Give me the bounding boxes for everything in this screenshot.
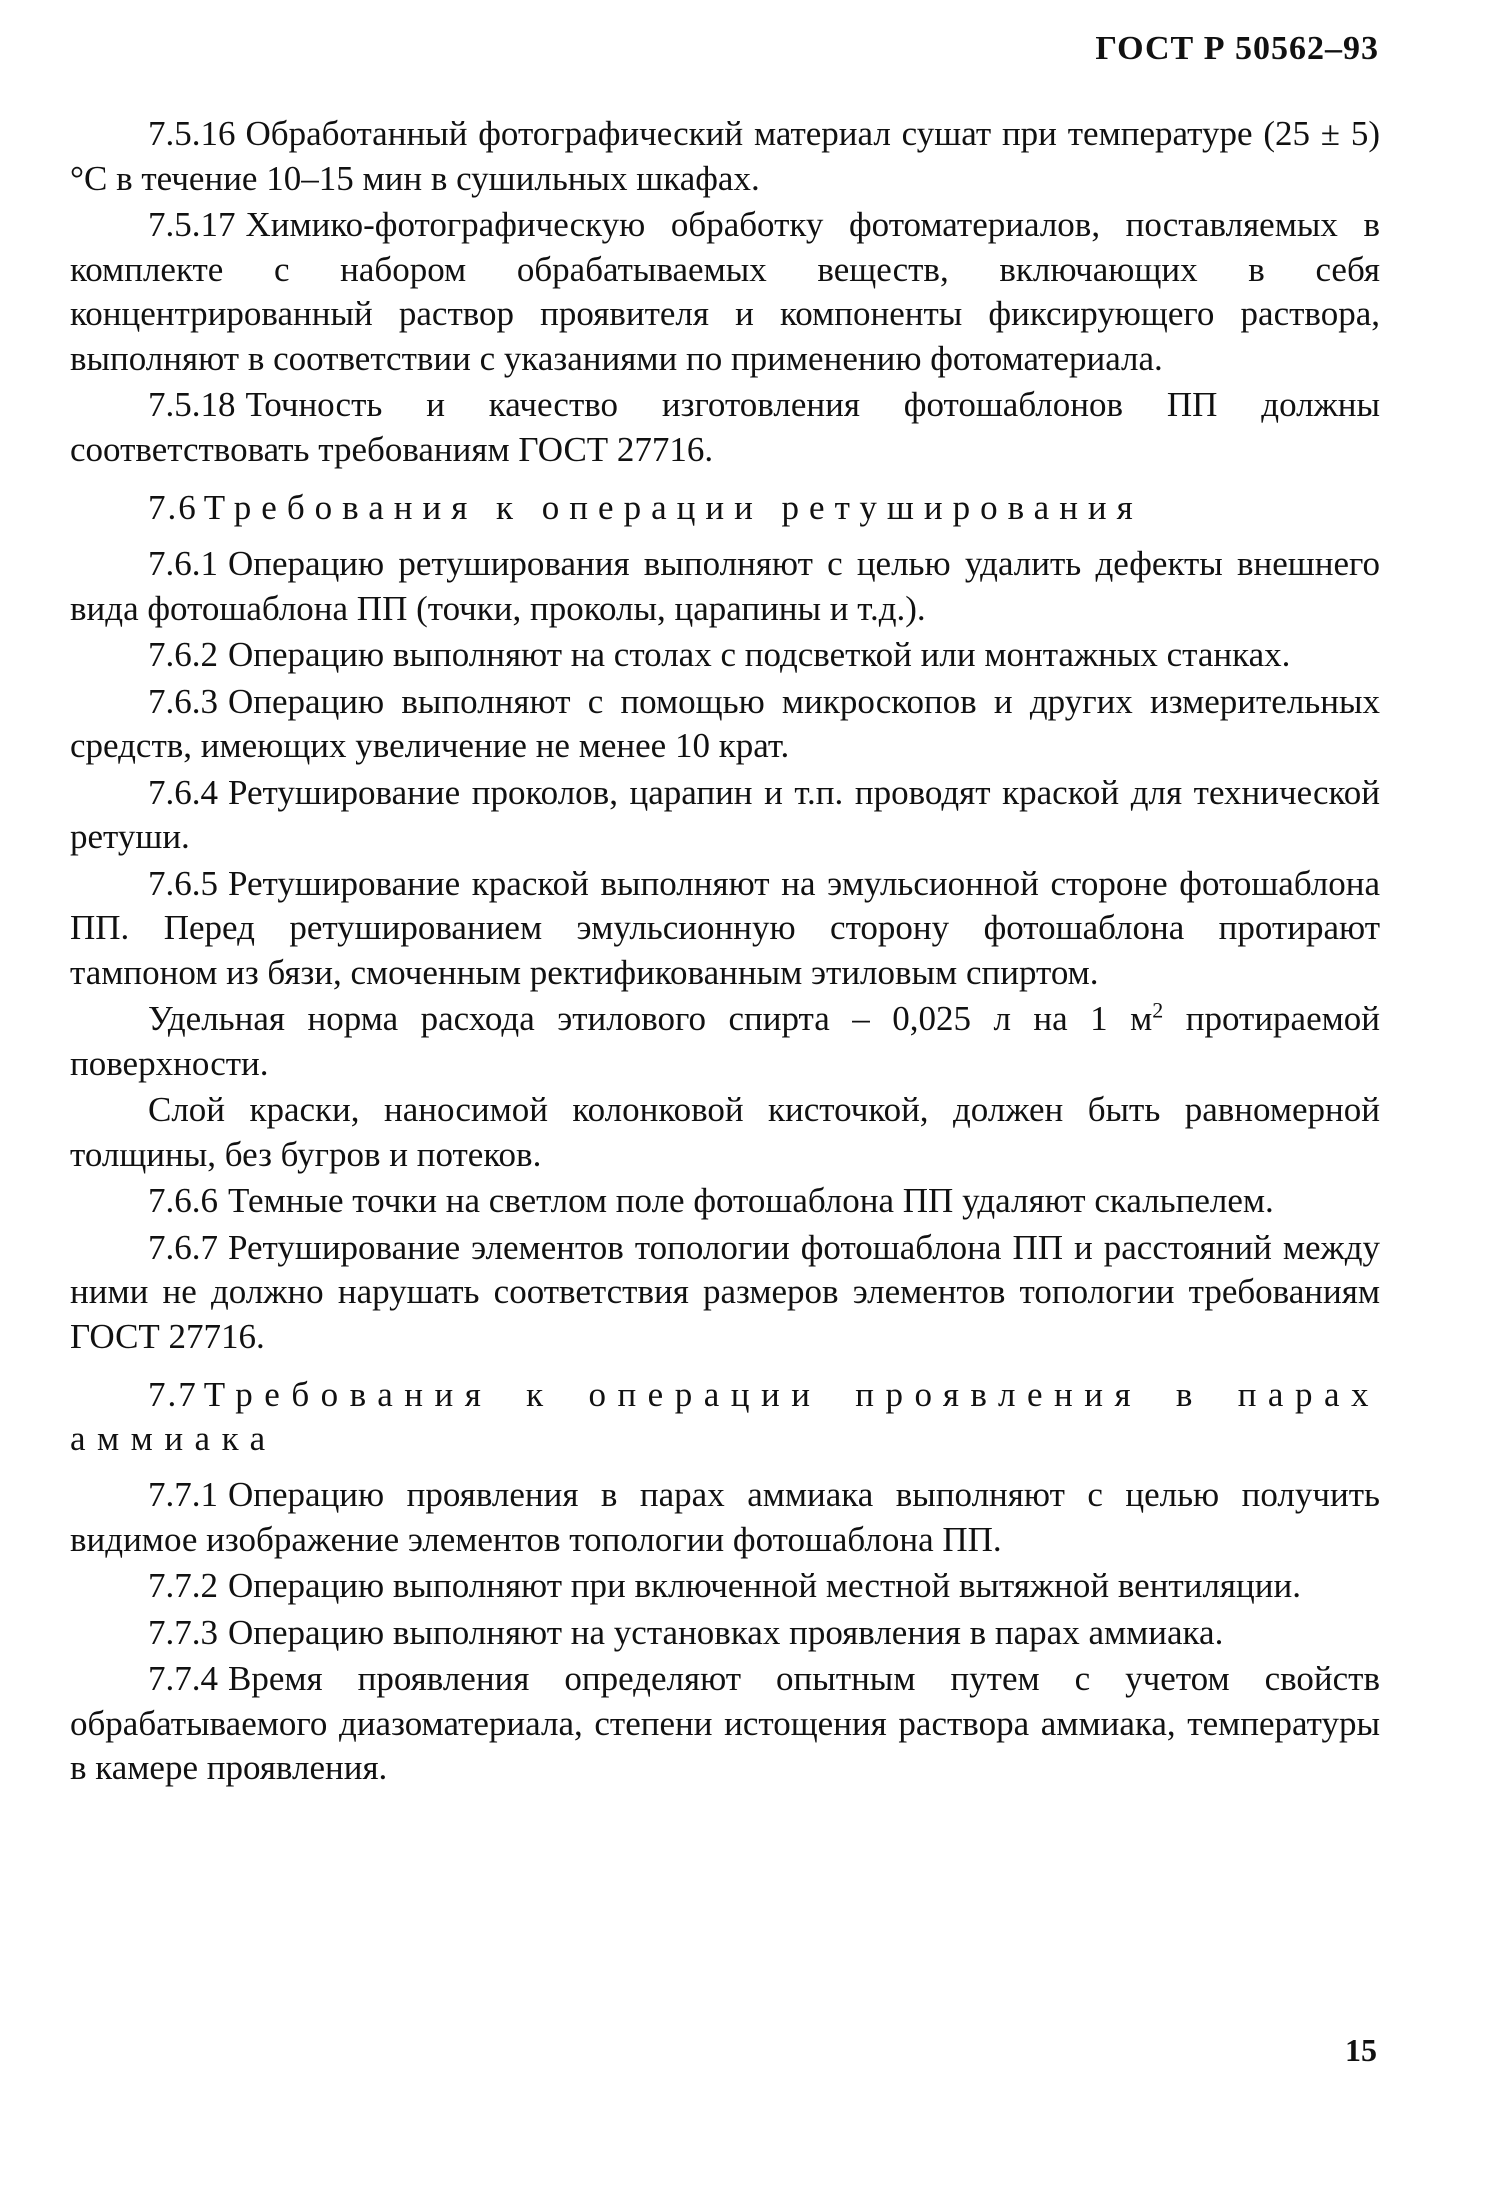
section-heading-7-7 [70,1373,1380,1461]
paragraph-number: 7.5.18 [148,385,236,424]
paragraph-text: Слой краски, наносимой колонковой кисточкой, должен быть равномерной толщины, без бугров и потеков. [70,1090,1380,1174]
paragraph-7-5-17 [70,203,1380,381]
paragraph-7-6-6 [70,1179,1380,1224]
paragraph-number: 7.6.3 [148,681,218,721]
section-heading-7-6 [70,486,1380,530]
paragraph-number: 7.6.7 [148,1227,218,1267]
paragraph-text: Ретуширование проколов, царапин и т.п. проводят краской для технической ретуши. [70,772,1380,856]
paragraph-number: 7.7.2 [148,1566,218,1605]
paragraph-number: 7.7.3 [148,1612,218,1652]
paragraph-text: Операцию проявления в парах аммиака выполняют с целью получить видимое изображение элементов топологии фотошаблона ПП. [70,1475,1380,1559]
document-body [70,112,1380,1793]
paragraph-alcohol-norm [70,997,1380,1086]
paragraph-paint-layer [70,1088,1380,1177]
paragraph-7-6-4 [70,771,1380,860]
paragraph-number: 7.6.5 [148,863,218,903]
paragraph-number: 7.7.1 [148,1475,218,1514]
paragraph-7-7-4 [70,1657,1380,1791]
paragraph-number: 7.6.2 [148,635,218,674]
section-title: Требования к операции проявления в парах аммиака [70,1375,1380,1458]
paragraph-text: Обработанный фотографический материал сушат при температуре (25 ± 5) °С в течение 10–15 мин в сушильных шкафах. [70,114,1380,198]
paragraph-text: Темные точки на светлом поле фотошаблона ПП удаляют скальпелем. [228,1181,1274,1220]
paragraph-7-6-7 [70,1226,1380,1360]
paragraph-7-6-2 [70,633,1380,678]
paragraph-text: Операцию выполняют на установках проявления в парах аммиака. [228,1612,1224,1652]
paragraph-number: 7.7.4 [148,1659,218,1698]
paragraph-text: Операцию ретуширования выполняют с целью удалить дефекты внешнего вида фотошаблона ПП (точки, проколы, царапины и т.д.). [70,544,1380,628]
paragraph-7-5-16 [70,112,1380,201]
paragraph-7-6-1 [70,542,1380,631]
paragraph-text: Операцию выполняют на столах с подсветкой или монтажных станках. [228,635,1291,674]
paragraph-number: 7.5.16 [148,114,236,153]
paragraph-7-6-3 [70,680,1380,769]
paragraph-text: Химико-фотографическую обработку фотоматериалов, поставляемых в комплекте с набором обрабатываемых веществ, включающих в себя концентрированный раствор проявителя и компоненты фиксирующего раствора, выполняют в соответствии с указаниями по применению фотоматериала. [70,205,1380,378]
section-title: Требования к операции ретуширования [203,488,1143,527]
paragraph-7-7-2 [70,1564,1380,1609]
paragraph-number: 7.6.4 [148,772,218,812]
paragraph-number: 7.6.1 [148,544,218,583]
paragraph-text: Ретуширование краской выполняют на эмульсионной стороне фотошаблона ПП. Перед ретушированием эмульсионную сторону фотошаблона протирают тампоном из бязи, смоченным ректификованным этиловым спиртом. [70,863,1380,992]
paragraph-7-5-18 [70,383,1380,472]
paragraph-text: Ретуширование элементов топологии фотошаблона ПП и расстояний между ними не должно нарушать соответствия размеров элементов топологии требованиям ГОСТ 27716. [70,1227,1380,1356]
paragraph-7-7-3 [70,1611,1380,1656]
page-number: 15 [1345,2032,1377,2068]
section-number: 7.7 [148,1375,198,1414]
paragraph-7-7-1 [70,1473,1380,1562]
square-superscript: 2 [1152,997,1164,1023]
paragraph-text: Точность и качество изготовления фотошаблонов ПП должны соответствовать требованиям ГОСТ 27716. [70,385,1380,469]
paragraph-number: 7.5.17 [148,205,236,244]
norm-text-after: протираемой поверхности. [70,999,1381,1083]
paragraph-number: 7.6.6 [148,1181,218,1220]
paragraph-text: Время проявления определяют опытным путем с учетом свойств обрабатываемого диазоматериала, степени истощения раствора аммиака, температуры в камере проявления. [70,1659,1380,1787]
document-header-code: ГОСТ Р 50562–93 [1095,30,1379,67]
paragraph-7-6-5 [70,862,1380,996]
section-number: 7.6 [148,488,198,527]
paragraph-text: Операцию выполняют при включенной местной вытяжной вентиляции. [228,1566,1301,1605]
paragraph-text: Операцию выполняют с помощью микроскопов и других измерительных средств, имеющих увеличение не менее 10 крат. [70,681,1380,765]
norm-text-before: Удельная норма расхода этилового спирта – 0,025 л на 1 м [148,999,1153,1038]
